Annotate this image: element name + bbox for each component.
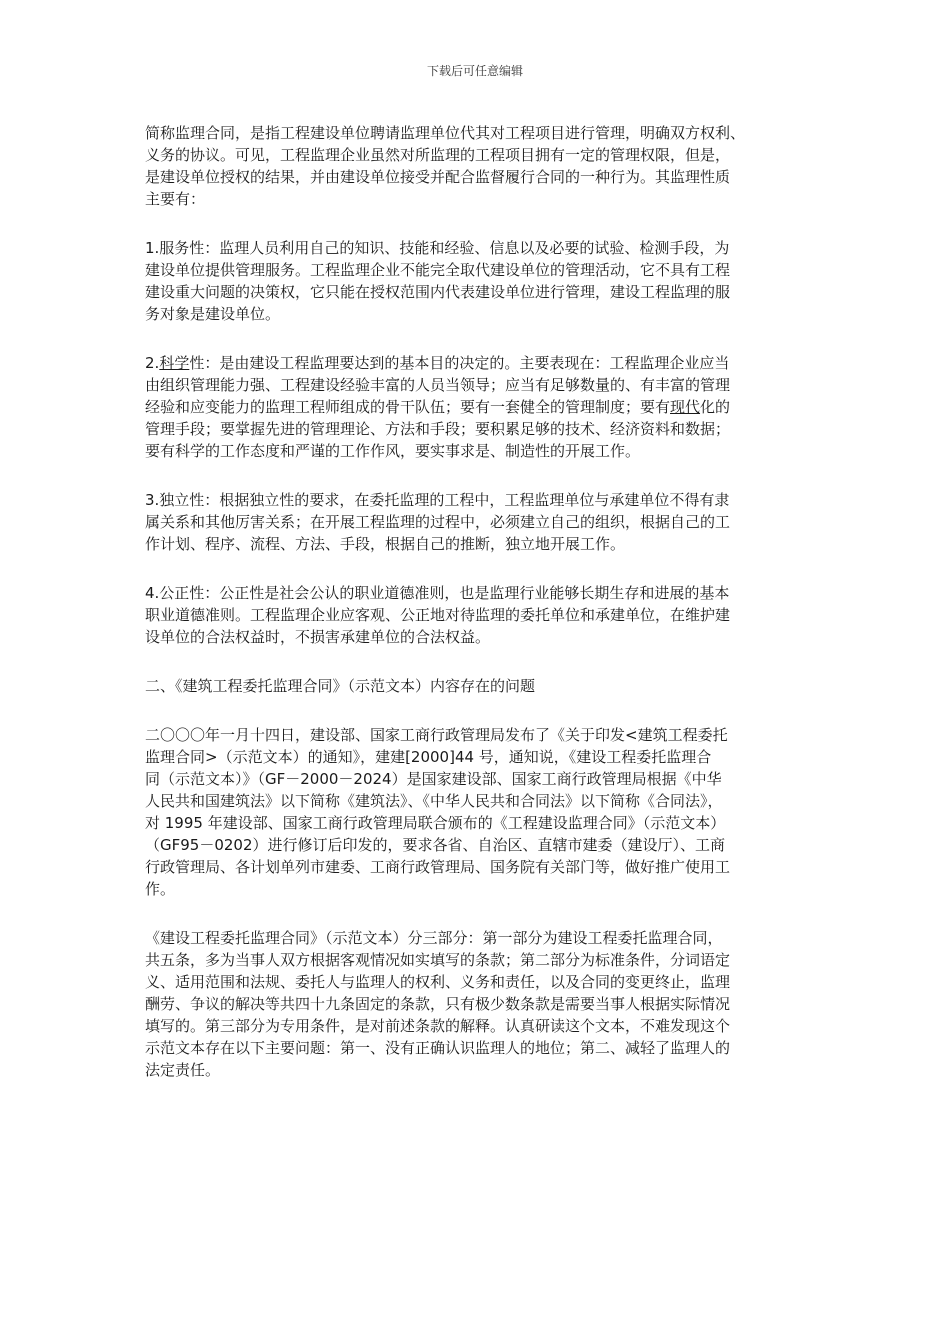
text-line: 主要有： xyxy=(145,190,206,208)
text-line: 作。 xyxy=(145,880,176,898)
text-line: 酬劳、争议的解决等共四十九条固定的条款，只有极少数条款是需要当事人根据实际情况 xyxy=(145,995,731,1013)
paragraph-independence xyxy=(145,489,810,555)
page-header: 下载后可任意编辑 xyxy=(426,64,523,78)
section-heading xyxy=(145,675,810,697)
text-line xyxy=(145,352,810,374)
text-line: 务对象是建设单位。 xyxy=(145,305,281,323)
line-prefix: 经验和应变能力的监理工程师组成的骨干队伍；要有一套健全的管理制度；要有 xyxy=(145,398,671,416)
link-modern[interactable]: 现代 xyxy=(670,398,701,416)
text-line: 填写的。第三部分为专用条件，是对前述条款的解释。认真研读这个文本，不难发现这个 xyxy=(145,1017,731,1035)
text-line: 二、《建筑工程委托监理合同》（示范文本）内容存在的问题 xyxy=(145,677,536,695)
paragraph-fairness xyxy=(145,582,810,648)
paragraph-notice xyxy=(145,724,810,900)
text-line: 设单位的合法权益时，不损害承建单位的合法权益。 xyxy=(145,628,491,646)
text-line: 共五条，多为当事人双方根据客观情况如实填写的条款；第二部分为标准条件，分词语定 xyxy=(145,951,731,969)
line-suffix: 性：是由建设工程监理要达到的基本目的决定的。主要表现在：工程监理企业应当 xyxy=(189,354,730,372)
text-line: 法定责任。 xyxy=(145,1061,221,1079)
text-line: 义务的协议。可见，工程监理企业虽然对所监理的工程项目拥有一定的管理权限，但是， xyxy=(145,146,731,164)
line-suffix: 化的 xyxy=(700,398,731,416)
text-line: 人民共和国建筑法》以下简称《建筑法》、《中华人民共和合同法》以下简称《合同法》， xyxy=(145,792,723,810)
text-line: 示范文本存在以下主要问题：第一、没有正确认识监理人的地位；第二、减轻了监理人的 xyxy=(145,1039,731,1057)
paragraph-contract-structure xyxy=(145,927,810,1081)
text-line: 属关系和其他厉害关系；在开展工程监理的过程中，必须建立自己的组织，根据自己的工 xyxy=(145,513,731,531)
document-body xyxy=(145,122,810,1108)
text-line: 二〇〇〇年一月十四日，建设部、国家工商行政管理局发布了《关于印发<建筑工程委托 xyxy=(145,726,728,744)
text-line: 管理手段；要掌握先进的管理理论、方法和手段；要积累足够的技术、经济资料和数据； xyxy=(145,420,731,438)
text-line: 监理合同>（示范文本）的通知》，建建[2000]44 号，通知说，《建设工程委托监理合 xyxy=(145,748,712,766)
text-line: 作计划、程序、流程、方法、手段，根据自己的推断，独立地开展工作。 xyxy=(145,535,626,553)
paragraph-service xyxy=(145,237,810,325)
text-line: 简称监理合同，是指工程建设单位聘请监理单位代其对工程项目进行管理，明确双方权利、 xyxy=(145,124,746,142)
paragraph-scientific xyxy=(145,352,810,462)
text-line: 行政管理局、各计划单列市建委、工商行政管理局、国务院有关部门等，做好推广使用工 xyxy=(145,858,731,876)
text-line: 义、适用范围和法规、委托人与监理人的权利、义务和责任，以及合同的变更终止，监理 xyxy=(145,973,731,991)
paragraph-intro xyxy=(145,122,810,210)
text-line: 1.服务性：监理人员利用自己的知识、技能和经验、信息以及必要的试验、检测手段，为 xyxy=(145,239,730,257)
link-science[interactable]: 科学 xyxy=(159,354,190,372)
text-line: 建设重大问题的决策权，它只能在授权范围内代表建设单位进行管理，建设工程监理的服 xyxy=(145,283,731,301)
text-line xyxy=(145,396,810,418)
text-line: 是建设单位授权的结果，并由建设单位接受并配合监督履行合同的一种行为。其监理性质 xyxy=(145,168,731,186)
line-prefix: 2. xyxy=(145,354,160,372)
text-line: （GF95－0202）进行修订后印发的，要求各省、自治区、直辖市建委（建设厅）、工商 xyxy=(145,836,726,854)
text-line: 同（示范文本）》（GF－2000－2024）是国家建设部、国家工商行政管理局根据《中华 xyxy=(145,770,722,788)
text-line: 要有科学的工作态度和严谨的工作作风，要实事求是、制造性的开展工作。 xyxy=(145,442,641,460)
text-line: 《建设工程委托监理合同》（示范文本）分三部分：第一部分为建设工程委托监理合同， xyxy=(145,929,723,947)
text-line: 职业道德准则。工程监理企业应客观、公正地对待监理的委托单位和承建单位，在维护建 xyxy=(145,606,731,624)
text-line: 由组织管理能力强、工程建设经验丰富的人员当领导；应当有足够数量的、有丰富的管理 xyxy=(145,376,731,394)
text-line: 对 1995 年建设部、国家工商行政管理局联合颁布的《工程建设监理合同》（示范文本） xyxy=(145,814,726,832)
text-line: 3.独立性：根据独立性的要求，在委托监理的工程中，工程监理单位与承建单位不得有隶 xyxy=(145,491,730,509)
text-line: 4.公正性：公正性是社会公认的职业道德准则，也是监理行业能够长期生存和进展的基本 xyxy=(145,584,730,602)
text-line: 建设单位提供管理服务。工程监理企业不能完全取代建设单位的管理活动，它不具有工程 xyxy=(145,261,731,279)
